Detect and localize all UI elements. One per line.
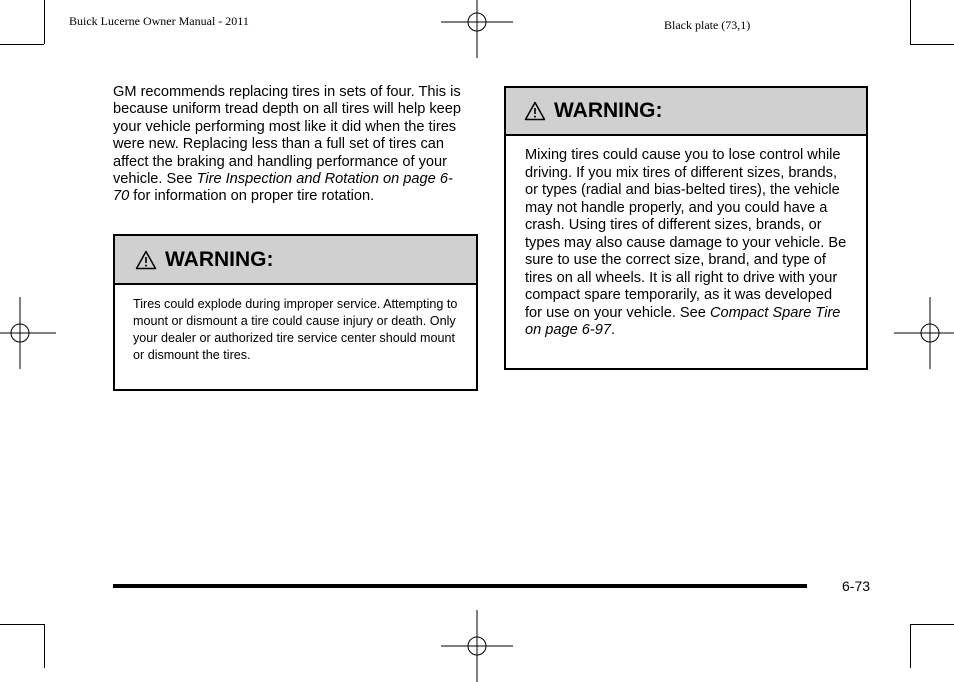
registration-mark-top [441,0,513,58]
intro-paragraph [113,84,463,206]
registration-mark-left [0,297,56,369]
warning-triangle-icon [524,101,546,121]
crop-mark [0,624,44,625]
intro-text: GM recommends replacing tires in sets of four. This is because uniform tread depth on all tires will help keep your vehicle performing most like it did when the tires were new. Replacing less than a full set of tires can affect the braking and handling performance of your vehicle. See [113,84,462,188]
registration-mark-bottom [441,610,513,682]
warning-header [115,236,476,285]
warning-title: WARNING: [554,99,663,122]
plate-label: Black plate (73,1) [664,18,751,32]
warning-body: Tires could explode during improper service. Attempting to mount or dismount a tire could cause injury or death. Only your dealer or authorized tire service center should mount or dismount the tires. [133,297,458,362]
warning-text: Mixing tires could cause you to lose control while driving. If you mix tires of different sizes, brands, or types (radial and bias-belted tires), the vehicle may not handle properly, and you could have a crash. Using tires of different sizes, brands, or types may also cause damage to your vehicle. Be sure to use the correct size, brand, and type of tires on all wheels. It is all right to drive with your compact spare temporarily, as it was developed for use on your vehicle. See [525,147,847,321]
footer-rule [113,584,807,588]
registration-mark-right [894,297,954,369]
crop-mark [0,44,44,45]
crop-mark [910,44,954,45]
warning-box-mixing-tires [504,86,868,370]
crop-mark [44,0,45,44]
warning-body [506,136,866,340]
crop-mark [910,624,911,668]
warning-reference: Compact Spare Tire on page 6-97 [525,304,841,338]
manual-title: Buick Lucerne Owner Manual - 2011 [69,14,249,28]
crop-mark [910,624,954,625]
warning-text-end: . [611,322,616,338]
intro-text-end: for information on proper tire rotation. [129,188,375,205]
page-number: 6-73 [842,578,871,594]
crop-mark [44,624,45,668]
warning-box-tire-service [113,234,478,391]
crop-mark [910,0,911,44]
warning-title: WARNING: [165,247,274,271]
intro-reference: Tire Inspection and Rotation on page 6-70 [113,171,453,205]
warning-header [506,88,866,136]
warning-triangle-icon [135,250,157,270]
